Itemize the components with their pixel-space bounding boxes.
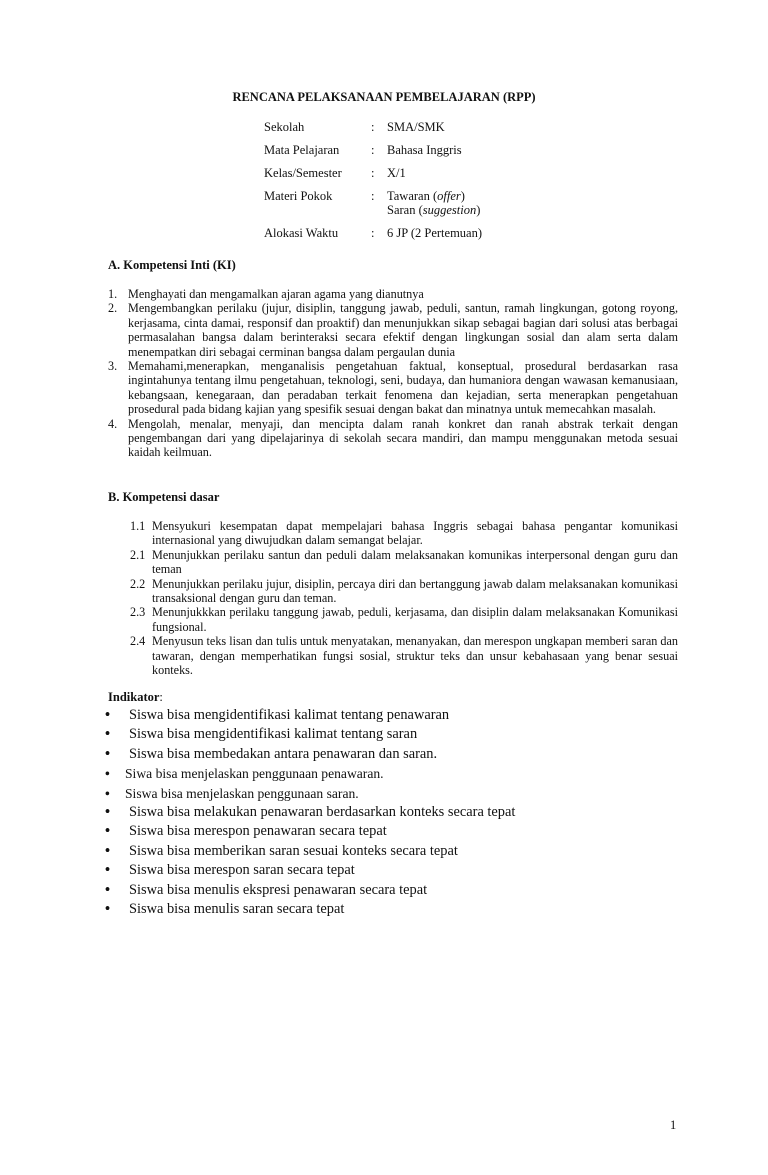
identity-key: Alokasi Waktu (264, 226, 339, 240)
indikator-item (105, 861, 665, 880)
indikator-heading (108, 690, 163, 705)
kd-text: Menyusun teks lisan dan tulis untuk menyatakan, menanyakan, dan merespon ungkapan memberi saran dan tawaran, dengan memperhatikan fungsi sosial, struktur teks dan unsur kebahasaan yang benar sesuai konteks. (152, 634, 678, 678)
ki-text: Mengembangkan perilaku (jujur, disiplin, tanggung jawab, peduli, santun, ramah lingkungan, gotong royong, kerjasama, cinta damai, responsif dan proaktif) dan menunjukkan sikap sebagai bagian dari solusi atas berbagai permasalahan bangsa dalam berinteraksi secara efektif dengan lingkungan sosial dan alam serta dalam menempatkan diri sebagai cerminan bangsa dalam pergaulan dunia (128, 301, 678, 359)
indikator-item (105, 842, 665, 861)
bullet: • (105, 901, 111, 918)
kd-item (130, 605, 678, 634)
topic-suggestion: Saran (suggestion) (387, 203, 481, 217)
indikator-item (105, 803, 665, 822)
indikator-text: Siwa bisa menjelaskan penggunaan penawaran. (125, 766, 384, 782)
identity-value: X/1 (387, 166, 406, 180)
identity-sep: : (371, 166, 375, 180)
indikator-text: Siswa bisa mengidentifikasi kalimat tentang saran (129, 726, 418, 743)
ki-text: Mengolah, menalar, menyaji, dan mencipta dalam ranah konkret dan ranah abstrak terkait dengan pengembangan dari yang dipelajarinya di sekolah secara mandiri, dan mampu menggunakan metoda sesuai kaidah keilmuan. (128, 416, 678, 460)
bullet: • (105, 842, 111, 859)
kd-number: 2.1 (130, 547, 146, 562)
kd-number: 2.4 (130, 634, 146, 649)
identity-value: SMA/SMK (387, 120, 445, 134)
indikator-text: Siswa bisa menjelaskan penggunaan saran. (125, 785, 359, 801)
indikator-item (105, 784, 665, 803)
kd-list (130, 519, 678, 677)
ki-number: 1. (108, 287, 118, 301)
kd-text: Menunjukkan perilaku jujur, disiplin, percaya diri dan bertanggung jawab dalam melaksanakan komunikasi transaksional dengan guru dan teman. (152, 576, 678, 606)
kd-text: Mensyukuri kesempatan dapat mempelajari bahasa Inggris sebagai bahasa pengantar komunikasi internasional yang diwujudkan dalam semangat belajar. (152, 519, 678, 548)
identity-sep: : (371, 120, 375, 134)
section-heading-kd: B. Kompetensi dasar (108, 490, 220, 504)
kd-text: Menunjukkan perilaku santun dan peduli dalam melaksanakan komunikas interpersonal dengan guru dan teman (152, 547, 678, 577)
identity-value-topic (387, 189, 587, 217)
identity-sep: : (371, 226, 375, 240)
italic-term: offer (437, 189, 461, 203)
identity-row-class (264, 166, 587, 180)
document-title: RENCANA PELAKSANAAN PEMBELAJARAN (RPP) (232, 90, 536, 104)
ki-text: Menghayati dan mengamalkan ajaran agama yang dianutnya (128, 287, 424, 301)
bullet: • (105, 745, 111, 762)
indikator-text: Siswa bisa menulis saran secara tepat (129, 901, 345, 918)
bullet: • (105, 881, 111, 898)
ki-list (108, 287, 678, 460)
indikator-text: Siswa bisa membedakan antara penawaran dan saran. (129, 745, 438, 762)
page-number: 1 (670, 1118, 677, 1132)
identity-sep: : (371, 189, 375, 203)
indikator-label: Indikator (108, 690, 160, 704)
identity-value: 6 JP (2 Pertemuan) (387, 226, 483, 240)
identity-row-topic (264, 189, 587, 217)
bullet: • (105, 766, 110, 782)
bullet: • (105, 726, 111, 743)
indikator-item (105, 822, 665, 841)
kd-text: Menunjukkkan perilaku tanggung jawab, peduli, kerjasama, dan disiplin dalam melaksanakan Komunikasi fungsional. (152, 605, 678, 634)
kd-number: 1.1 (130, 519, 146, 533)
bullet: • (105, 862, 111, 879)
indikator-text: Siswa bisa menulis ekspresi penawaran secara tepat (129, 881, 428, 898)
ki-number: 3. (108, 359, 118, 374)
identity-key: Materi Pokok (264, 189, 333, 203)
kd-item (130, 519, 678, 548)
identity-table (264, 120, 587, 249)
indikator-text: Siswa bisa memberikan saran sesuai konteks secara tepat (129, 842, 458, 859)
indikator-text: Siswa bisa melakukan penawaran berdasarkan konteks secara tepat (129, 804, 516, 821)
indikator-text: Siswa bisa mengidentifikasi kalimat tentang penawaran (129, 707, 450, 723)
identity-key: Kelas/Semester (264, 166, 342, 180)
ki-number: 4. (108, 416, 118, 431)
italic-term: suggestion (422, 203, 477, 217)
kd-item (130, 577, 678, 606)
ki-number: 2. (108, 301, 118, 316)
bullet: • (105, 785, 110, 801)
ki-item (108, 417, 678, 460)
topic-offer: Tawaran (offer) (387, 189, 465, 203)
ki-item (108, 359, 678, 417)
kd-number: 2.3 (130, 605, 146, 620)
indikator-text: Siswa bisa merespon penawaran secara tepat (129, 823, 387, 840)
identity-sep: : (371, 143, 375, 157)
indikator-item (105, 706, 665, 725)
identity-row-school (264, 120, 587, 134)
ki-item (108, 287, 678, 301)
ki-text: Memahami,menerapkan, menganalisis pengetahuan faktual, konseptual, prosedural berdasarkan rasa ingintahunya tentang ilmu pengetahuan, teknologi, seni, budaya, dan humaniora dengan wawasan kemanusiaan, kebangsaan, kenegaraan, dan peradaban terkait fenomena dan kejadian, serta menerapkan pengetahuan prosedural pada bidang kajian yang spesifik sesuai dengan bakat dan minatnya untuk memecahkan masalah. (128, 359, 678, 417)
indikator-text: Siswa bisa merespon saran secara tepat (129, 862, 355, 879)
identity-row-subject (264, 143, 587, 157)
identity-key: Sekolah (264, 120, 305, 134)
indikator-list (105, 706, 665, 919)
kd-number: 2.2 (130, 576, 146, 591)
bullet: • (105, 823, 111, 840)
kd-item (130, 548, 678, 577)
indikator-item (105, 725, 665, 744)
bullet: • (105, 707, 111, 723)
indikator-item (105, 900, 665, 919)
identity-row-time (264, 226, 587, 240)
ki-item (108, 301, 678, 359)
section-heading-ki: A. Kompetensi Inti (KI) (108, 258, 236, 272)
kd-item (130, 634, 678, 677)
identity-key: Mata Pelajaran (264, 143, 340, 157)
indikator-colon: : (159, 690, 163, 704)
bullet: • (105, 804, 111, 821)
indikator-item (105, 764, 665, 783)
identity-value: Bahasa Inggris (387, 143, 462, 157)
indikator-item (105, 881, 665, 900)
indikator-item (105, 745, 665, 764)
